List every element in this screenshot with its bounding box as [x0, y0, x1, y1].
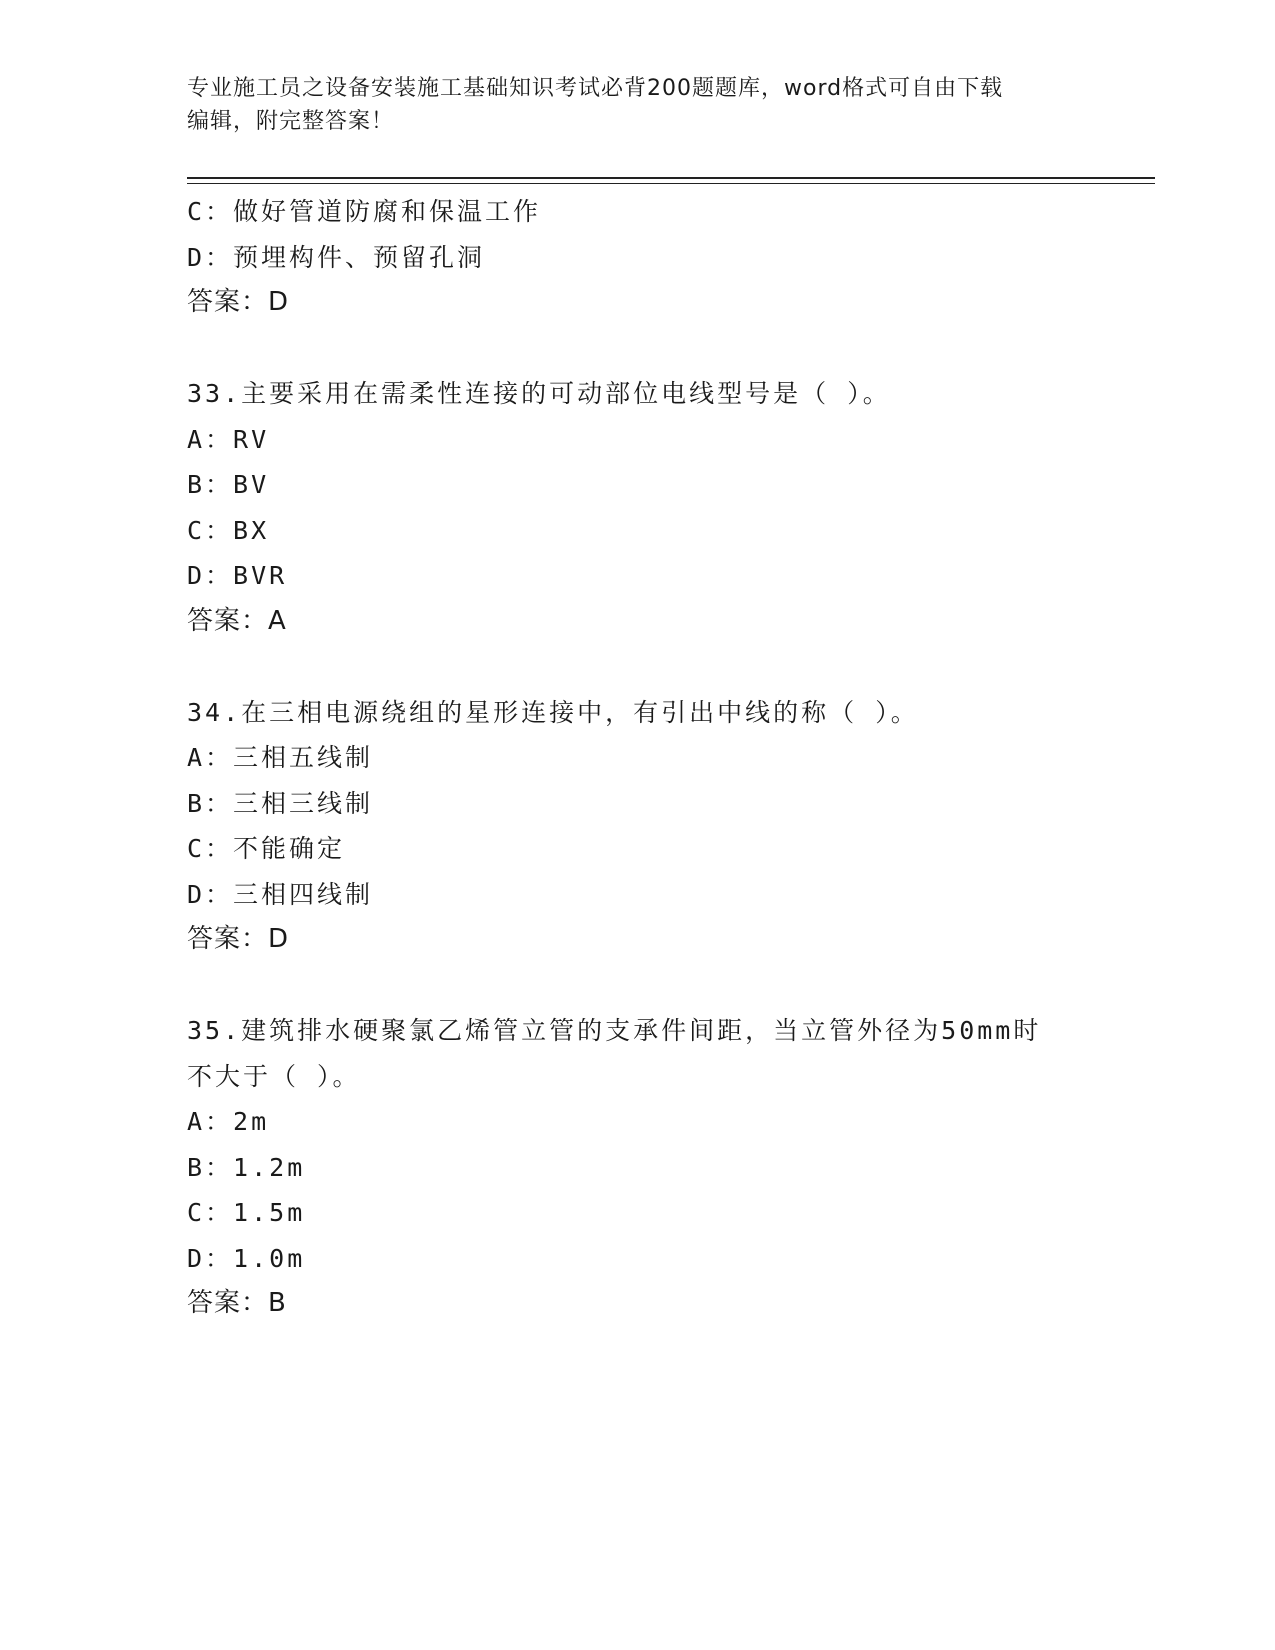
question-32-tail	[187, 189, 1087, 326]
answer: 答案：D	[187, 924, 290, 954]
option-d: D：BVR	[187, 561, 288, 590]
header-divider-thin	[187, 183, 1155, 184]
answer: 答案：A	[187, 605, 287, 636]
spacer	[187, 644, 1087, 690]
question-text: 34.在三相电源绕组的星形连接中，有引出中线的称（ ）。	[187, 697, 919, 727]
spacer	[187, 326, 1087, 372]
option-d: D：1.0m	[187, 1243, 306, 1273]
option-d: D：预埋构件、预留孔洞	[187, 242, 486, 272]
answer: 答案：D	[187, 287, 290, 317]
option-a: A：三相五线制	[187, 743, 374, 772]
option-c: C：做好管道防腐和保温工作	[187, 197, 542, 226]
question-33	[187, 371, 1087, 644]
option-a: A：2m	[187, 1107, 270, 1136]
question-text: 33.主要采用在需柔性连接的可动部位电线型号是（ ）。	[187, 379, 891, 408]
spacer	[187, 963, 1087, 1009]
option-c: C：1.5m	[187, 1198, 306, 1227]
option-b: B：三相三线制	[187, 788, 374, 818]
option-a: A：RV	[187, 424, 270, 454]
document-header	[187, 72, 1087, 138]
option-c: C：不能确定	[187, 834, 346, 863]
option-b: B：BV	[187, 470, 270, 499]
option-c: C：BX	[187, 515, 270, 545]
question-text-line-2: 不大于（ ）。	[187, 1061, 361, 1091]
header-line-1: 专业施工员之设备安装施工基础知识考试必背200题题库，word格式可自由下载	[187, 76, 1004, 101]
answer: 答案：B	[187, 1288, 287, 1318]
header-line-2: 编辑，附完整答案！	[187, 109, 395, 134]
option-b: B：1.2m	[187, 1152, 306, 1182]
question-text-line-1: 35.建筑排水硬聚氯乙烯管立管的支承件间距，当立管外径为50mm时	[187, 1016, 1042, 1045]
question-list	[187, 189, 1087, 1327]
option-d: D：三相四线制	[187, 879, 374, 909]
header-divider	[187, 177, 1155, 179]
question-35	[187, 1008, 1087, 1327]
question-34	[187, 690, 1087, 963]
